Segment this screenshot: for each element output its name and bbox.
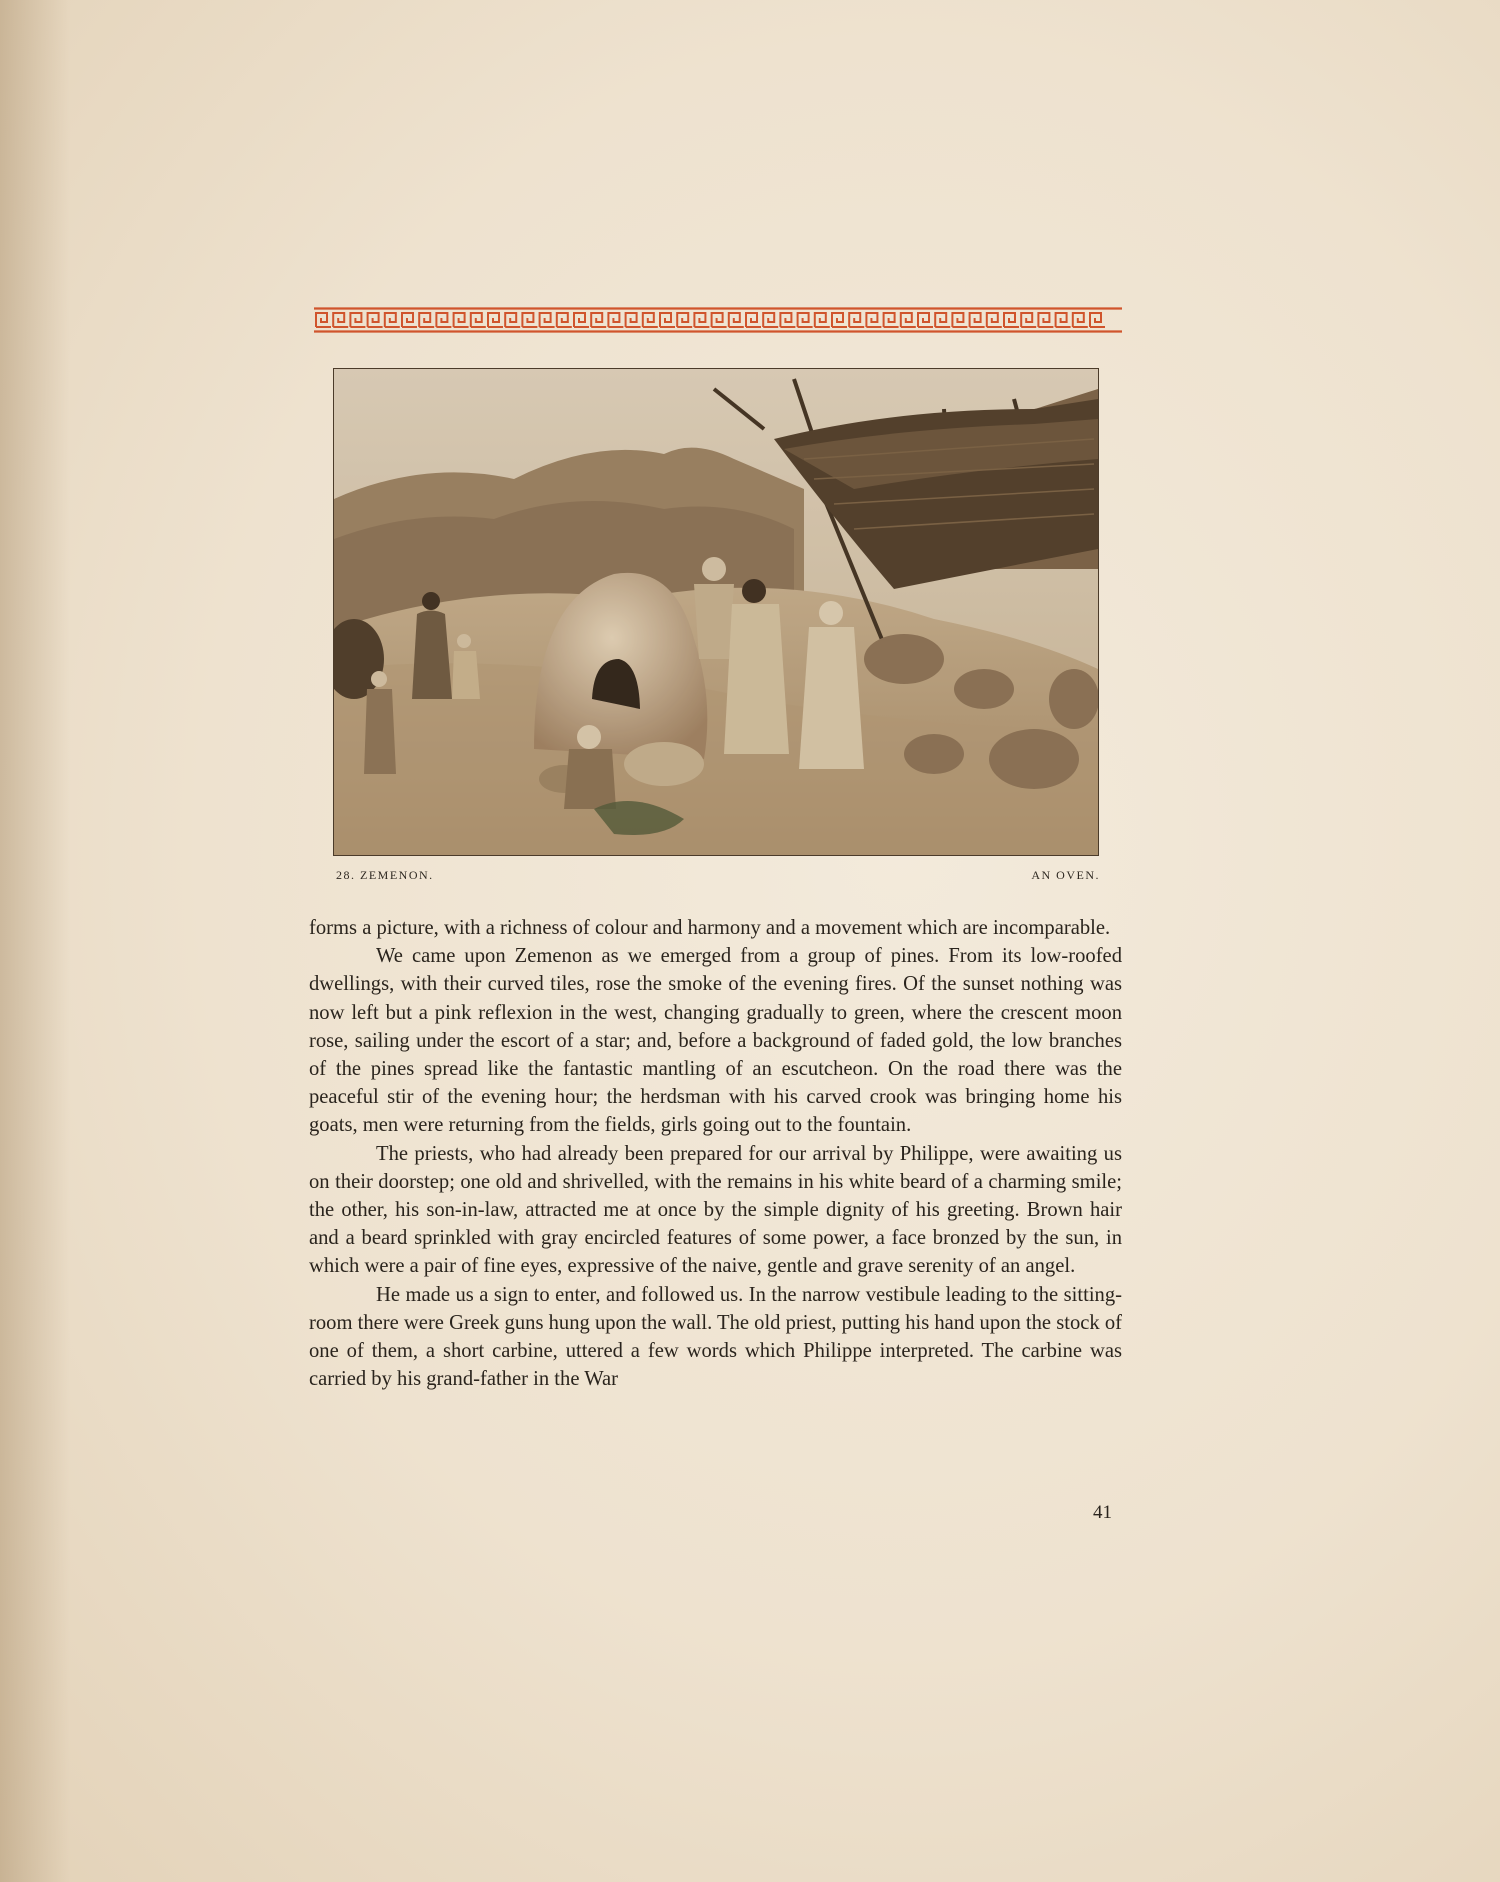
meander-unit xyxy=(608,313,623,327)
meander-unit xyxy=(832,313,847,327)
page-number: 41 xyxy=(1093,1502,1112,1523)
oven-scene-photo xyxy=(334,369,1098,855)
meander-unit xyxy=(952,313,967,327)
meander-unit xyxy=(712,313,727,327)
meander-unit xyxy=(350,313,365,327)
figure-caption-location: 28. ZEMENON. xyxy=(336,868,434,882)
meander-unit xyxy=(746,313,761,327)
meander-unit xyxy=(660,313,675,327)
meander-unit xyxy=(368,313,383,327)
meander-unit xyxy=(505,313,520,327)
meander-unit xyxy=(316,313,331,327)
paragraph-continuation: forms a picture, with a richness of colour and harmony and a movement which are incomparable. xyxy=(309,917,1111,939)
meander-unit xyxy=(987,313,1002,327)
meander-unit xyxy=(471,313,486,327)
meander-unit xyxy=(540,313,555,327)
meander-unit xyxy=(694,313,709,327)
meander-unit xyxy=(436,313,451,327)
meander-unit xyxy=(385,313,400,327)
meander-unit xyxy=(1038,313,1053,327)
meander-unit xyxy=(454,313,469,327)
meander-unit xyxy=(918,313,933,327)
meander-unit xyxy=(763,313,778,327)
meander-unit xyxy=(677,313,692,327)
meander-unit xyxy=(591,313,606,327)
meander-unit xyxy=(1056,313,1071,327)
meander-unit xyxy=(557,313,572,327)
meander-unit xyxy=(849,313,864,327)
meander-unit xyxy=(643,313,658,327)
meander-unit xyxy=(729,313,744,327)
meander-unit xyxy=(1021,313,1036,327)
paragraph-priests: The priests, who had already been prepared for our arrival by Philippe, were awaiting us on their doorstep; one old and shrivelled, with the remains in his white beard of a charming smile; the other, his son-in-law, attracted me at once by the simple dignity of his greeting. Brown hair and a beard sprinkled with gray encircled features of some power, a face bronzed by the sun, in which were a pair of fine eyes, expressive of the naive, gentle and grave serenity of an angel. xyxy=(309,1142,1122,1278)
meander-unit xyxy=(488,313,503,327)
meander-unit xyxy=(798,313,813,327)
meander-unit xyxy=(815,313,830,327)
meander-unit xyxy=(522,313,537,327)
meander-unit xyxy=(1004,313,1019,327)
meander-unit xyxy=(884,313,899,327)
meander-unit xyxy=(419,313,434,327)
paragraph-zemenon-arrival: We came upon Zemenon as we emerged from a group of pines. From its low-roofed dwellings, with their curved tiles, rose the smoke of the evening fires. Of the sunset nothing was now left but a pink reflexion in the west, changing gradually to green, where the crescent moon rose, sailing under the escort of a star; and, before a background of faded gold, the low branches of the pines spread like the fantastic mantling of an escutcheon. On the road there was the peaceful stir of the evening hour; the herdsman with his carved crook was bringing home his goats, men were returning from the fields, girls going out to the fountain. xyxy=(309,945,1122,1137)
greek-key-border xyxy=(314,307,1122,333)
meander-unit xyxy=(780,313,795,327)
meander-unit xyxy=(626,313,641,327)
body-text xyxy=(309,914,1122,1393)
paragraph-vestibule: He made us a sign to enter, and followed us. In the narrow vestibule leading to the sitting-room there were Greek guns hung upon the wall. The old priest, putting his hand upon the stock of one of them, a short carbine, uttered a few words which Philippe interpreted. The carbine was carried by his grand-father in the War xyxy=(309,1283,1122,1391)
meander-unit xyxy=(901,313,916,327)
meander-unit xyxy=(333,313,348,327)
meander-unit xyxy=(574,313,589,327)
meander-unit xyxy=(935,313,950,327)
meander-unit xyxy=(970,313,985,327)
page-gutter-shadow xyxy=(0,0,70,1882)
meander-unit xyxy=(1090,313,1105,327)
meander-unit xyxy=(866,313,881,327)
figure-caption-title: AN OVEN. xyxy=(1031,868,1100,882)
meander-unit xyxy=(1073,313,1088,327)
meander-unit xyxy=(402,313,417,327)
